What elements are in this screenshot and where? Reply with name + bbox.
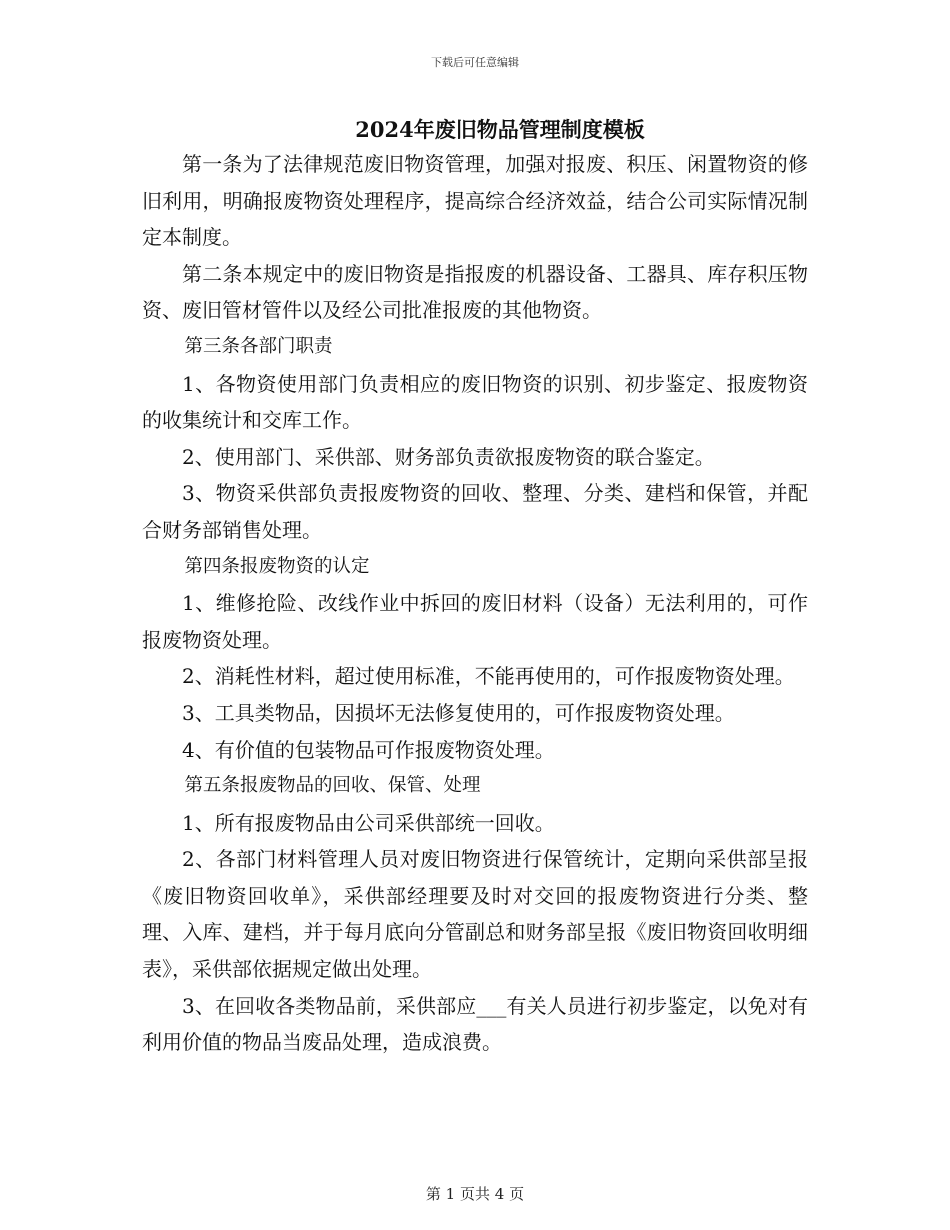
article-4-item-4: 4、有价值的包装物品可作报废物资处理。	[182, 737, 555, 762]
page-number-footer: 第 1 页共 4 页	[425, 1185, 525, 1203]
document-title: 2024年废旧物品管理制度模板	[355, 117, 645, 142]
article-5-item-2: 2、各部门材料管理人员对废旧物资进行保管统计，定期向采供部呈报《废旧物资回收单》，采供部经理要及时对交回的报废物资进行分类、整理、入库、建档，并于每月底向分管副总和财务部呈报《废旧物资回收明细表》，采供部依据规定做出处理。	[142, 847, 808, 982]
article-5-item-3: 3、在回收各类物品前，采供部应___有关人员进行初步鉴定，以免对有利用价值的物品当废品处理，造成浪费。	[142, 993, 808, 1055]
document-body	[142, 146, 808, 1061]
article-4-item-1: 1、维修抢险、改线作业中拆回的废旧材料（设备）无法利用的，可作报废物资处理。	[142, 591, 808, 652]
article-4-item-2: 2、消耗性材料，超过使用标准，不能再使用的，可作报废物资处理。	[182, 664, 795, 689]
article-3-item-2: 2、使用部门、采供部、财务部负责欲报废物资的联合鉴定。	[182, 444, 715, 469]
article-3-item-1: 1、各物资使用部门负责相应的废旧物资的识别、初步鉴定、报废物资的收集统计和交库工作。	[142, 371, 808, 433]
article-2-paragraph: 第二条本规定中的废旧物资是指报废的机器设备、工器具、库存积压物资、废旧管材管件以及经公司批准报废的其他物资。	[142, 261, 808, 323]
header-note: 下载后可任意编辑	[431, 56, 519, 69]
article-3-heading: 第三条各部门职责	[184, 335, 333, 357]
article-4-item-3: 3、工具类物品，因损坏无法修复使用的，可作报废物资处理。	[182, 700, 735, 725]
article-1-paragraph: 第一条为了法律规范废旧物资管理，加强对报废、积压、闲置物资的修旧利用，明确报废物资处理程序，提高综合经济效益，结合公司实际情况制定本制度。	[142, 152, 808, 250]
article-4-heading: 第四条报废物资的认定	[184, 555, 370, 577]
article-3-item-3: 3、物资采供部负责报废物资的回收、整理、分类、建档和保管，并配合财务部销售处理。	[142, 481, 808, 542]
article-5-heading: 第五条报废物品的回收、保管、处理	[184, 775, 481, 797]
article-5-item-1: 1、所有报废物品由公司采供部统一回收。	[182, 810, 555, 835]
